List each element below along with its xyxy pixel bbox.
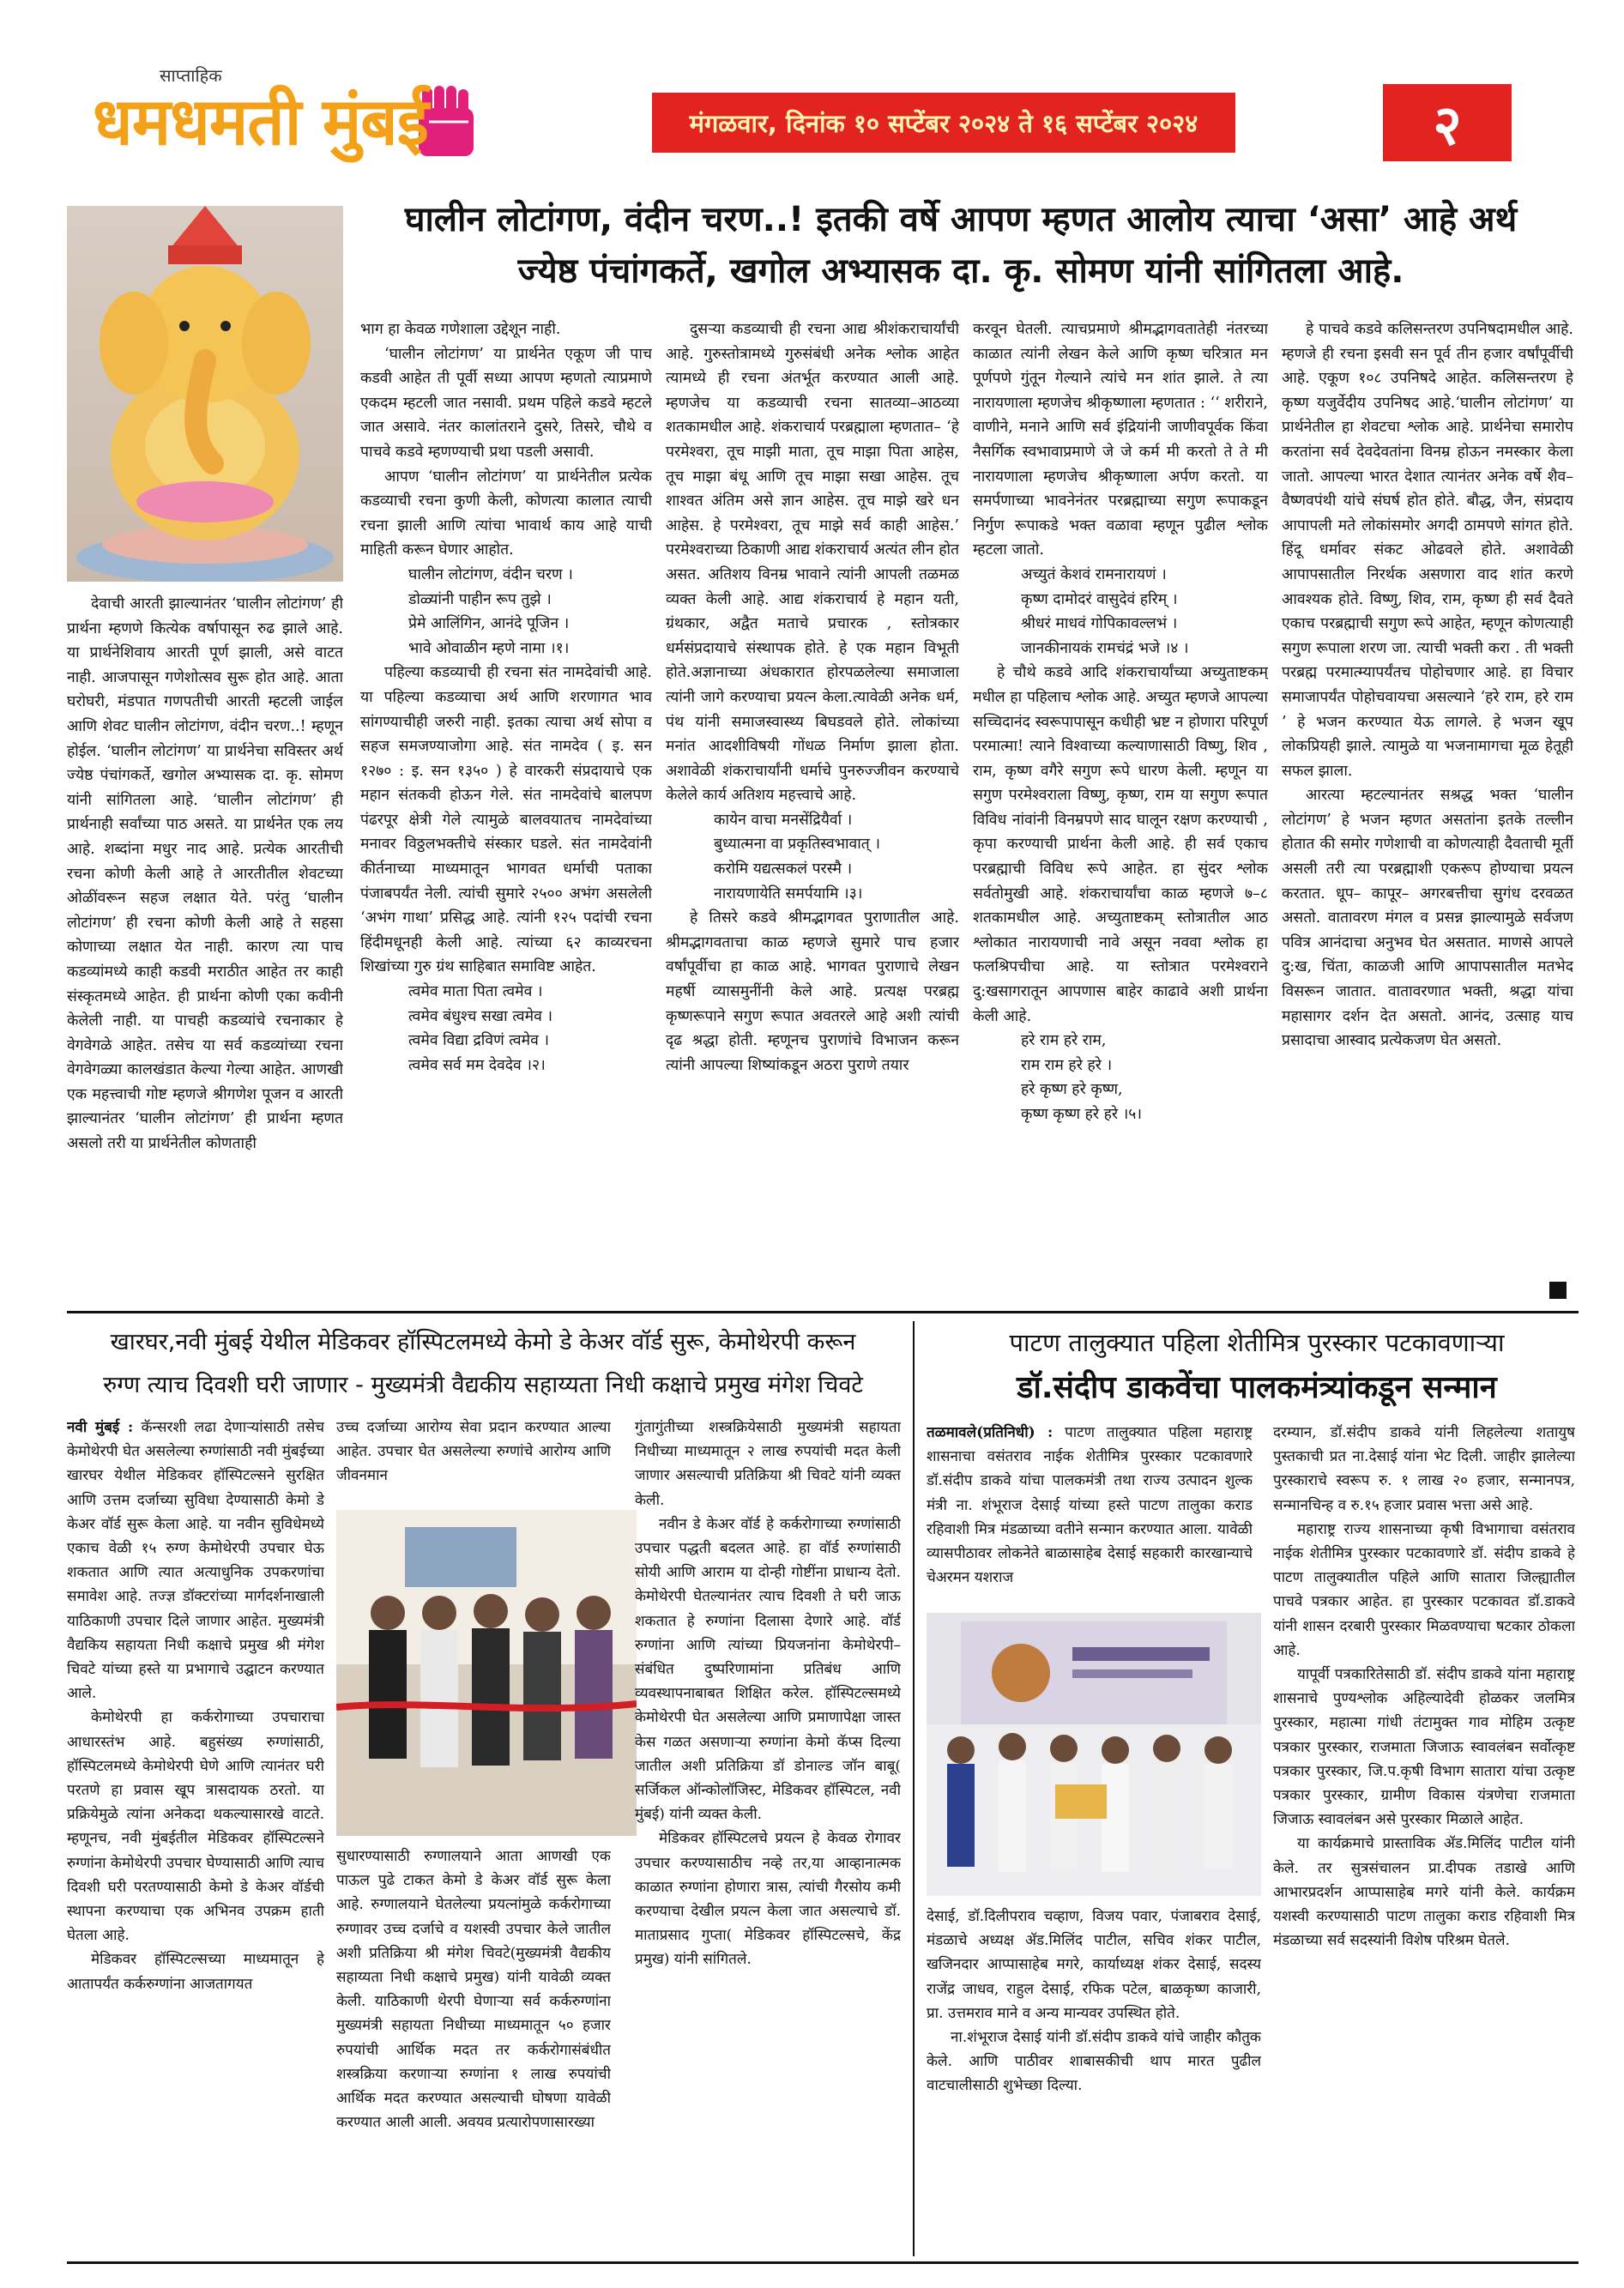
article2-col2-bottom <box>336 1844 611 2248</box>
article2-headline-line1: खारघर,नवी मुंबई येथील मेडिकवर हॉस्पिटलमध्ये केमो डे केअर वॉर्ड सुरू, केमोथेरपी करून <box>110 1329 856 1355</box>
article1-col2 <box>360 317 652 1295</box>
article3-headline-line2: डॉ.संदीप डाकवेंचा पालकमंत्र्यांकडून सन्मान <box>1017 1370 1497 1405</box>
article3-headline-line1: पाटण तालुक्यात पहिला शेतीमित्र पुरस्कार पटकावणाऱ्या <box>1009 1328 1505 1357</box>
a1-c4-v1-3: जानकीनायकं रामचंद्रं भजे ।४ । <box>1021 639 1189 657</box>
logo-text: धमधमती मुंबई <box>93 83 428 160</box>
a2-c2-top: उच्च दर्जाच्या आरोग्य सेवा प्रदान करण्यात आल्या आहेत. उपचार घेत असलेल्या रुग्णांचे आरोग्य आणि जीवनमान <box>336 1419 611 1485</box>
article3-dateline: तळमावले(प्रतिनिधी) : <box>927 1424 1053 1441</box>
a1-c2-v2-3: त्वमेव सर्व मम देवदेव ।२। <box>408 1056 546 1074</box>
a1-c2-p2: ‘घालीन लोटांगण’ या प्रार्थनेत एकूण जी पाच कडवी आहेत ती पूर्वी सध्या आपण म्हणतो त्याप्रमाणे एकदम म्हटली जात नसावी. प्रथम पहिले कडवे म्हटले जात असावे. नंतर कालांतराने दुसरे, तिसरे, चौथे व पाचवे कडवे म्हणण्याची प्रथा पडली असावी. <box>360 345 652 461</box>
a1-c4-v2-1: राम राम हरे हरे । <box>1021 1056 1113 1074</box>
article3-headline <box>927 1321 1587 1412</box>
a3-c2-mid: महाराष्ट्र राज्य शासनाच्या कृषी विभागाचा वसंतराव नाईक शेतीमित्र पुरस्कार पटकावणारे डॉ. संदीप डाकवे हे पाटण तालुक्यातील पहिले आणि सातारा जिल्ह्यातील पाचवे पत्रकार आहेत. हा पुरस्कार पटकावत डॉ.डाकवे यांनी शासन दरबारी पुरस्कार मिळवण्याचा षटकार ठोकला आहे. <box>1273 1520 1575 1659</box>
a1-c3-v-0: कायेन वाचा मनसेंद्रियैर्वा । <box>714 811 853 829</box>
page-number: २ <box>1433 94 1462 158</box>
article2-col1 <box>67 1416 324 2248</box>
a1-c4-p2: हे चौथे कडवे आदि शंकराचार्यांच्या अच्युताष्टकम् मधील हा पहिलाच श्लोक आहे. अच्युत म्हणजे आपल्या सच्चिदानंद स्वरूपापासून कधीही भ्रष्ट न होणारा परिपूर्ण परमात्मा! त्याने विश्वाच्या कल्याणासाठी विष्णु, शिव , राम, कृष्ण वगैरे सगुण रूपे धारण केली. म्हणून या सगुण परमेश्वराला विष्णु, कृष्ण, राम या सगुण रूपात विविध नांवांनी विनम्रपणे साद घालून रक्षण करण्याची , कृपा करण्याची प्रार्थना केली आहे. ही सर्व एकाच परब्रह्माची विविध रूपे आहेत. हा सुंदर श्लोक सर्वतोमुखी आहे. शंकराचार्यांचा काळ म्हणजे ७–८ शतकामधील आहे. अच्युताष्टकम् स्तोत्रातील आठ श्लोकात नारायणाची नावे असून नववा श्लोक हा फलश्रिपचीचा आहे. या स्तोत्रात परमेश्वराने दु:खसागरातून आपणास बाहेर काढावे अशी प्रार्थना केली आहे. <box>973 664 1268 1025</box>
a1-c2-v1-1: डोळ्यांनी पाहीन रूप तुझे । <box>408 590 552 608</box>
a1-c2-v2-1: त्वमेव बंधुश्च सखा त्वमेव । <box>408 1007 552 1025</box>
award-ceremony-photo <box>927 1613 1261 1896</box>
article1-col3 <box>666 317 959 1295</box>
bottom-rule <box>67 2261 1579 2264</box>
a1-c2-p4: पहिल्या कडव्याची ही रचना संत नामदेवांची आहे. या पहिल्या कडव्याचा अर्थ आणि शरणागत भाव सांगण्याचीही जरुरी नाही. इतका त्याचा अर्थ सोपा व सहज समजण्याजोगा आहे. संत नामदेव ( इ. सन १२७० : इ. सन १३५० ) हे वारकरी संप्रदायाचे एक महान संतकवी होऊन गेले. संत नामदेवांचे बालपण पंढरपूर क्षेत्री गेले त्यामुळे बालवयातच नामदेवांच्या मनावर विठ्ठलभक्तीचे संस्कार घडले. संत नामदेवांनी कीर्तनाच्या माध्यमातून भागवत धर्माची पताका पंजाबपर्यंत नेली. त्यांची सुमारे २५०० अभंग असलेली ‘अभंग गाथा’ प्रसिद्ध आहे. त्यांनी १२५ पदांची रचना हिंदीमधूनही केली आहे. त्यांच्या ६२ काव्यरचना शिखांच्या गुरु ग्रंथ साहिबात समाविष्ट आहेत. <box>360 664 652 976</box>
a3-c2-mid2: यापूर्वी पत्रकारितेसाठी डॉ. संदीप डाकवे यांना महाराष्ट्र शासनाचे पुण्यश्लोक अहिल्यादेवी होळकर जलमित्र पुरस्कार, महात्मा गांधी तंटामुक्त गाव मोहिम उत्कृष्ट पत्रकार पुरस्कार, राजमाता जिजाऊ स्वावलंबन सर्वोत्कृष्ट पत्रकार पुरस्कार, जि.प.कृषी विभाग सातारा यांचा उत्कृष्ट पत्रकार पुरस्कार, ग्रामीण विकास यंत्रणेचा राजमाता जिजाऊ स्वावलंबन असे पुरस्कार मिळाले आहेत. <box>1273 1666 1575 1829</box>
masthead-logo <box>93 82 642 161</box>
a3-c2-p3: या कार्यक्रमाचे प्रास्ताविक ॲड.मिलिंद पाटील यांनी केले. तर सुत्रसंचालन प्रा.दीपक तडाखे आणि आभारप्रदर्शन आप्पासाहेब मगरे यांनी केले. कार्यक्रम यशस्वी करण्यासाठी पाटण तालुका कराड रहिवाशी मित्र मंडळाच्या सर्व सदस्यांनी विशेष परिश्रम घेतले. <box>1273 1835 1575 1950</box>
a1-c5-p1: हे पाचवे कडवे कलिसन्तरण उपनिषदामधील आहे. म्हणजे ही रचना इसवी सन पूर्व तीन हजार वर्षांपूर्वीची आहे. एकूण १०८ उपनिषदे आहेत. कलिसन्तरण हे कृष्ण यजुर्वेदीय उपनिषद आहे.‘घालीन लोटांगण’ या प्रार्थनेतील हा शेवटचा श्लोक आहे. प्रार्थनेचा समारोप करतांना सर्व देवदेवतांना विनम्र होऊन नमस्कार केला जातो. आपल्या भारत देशात त्यानंतर अनेक वर्षे शैव–वैष्णवपंथी यांचे संघर्ष होत होते. बौद्ध, जैन, संप्रदाय आपापली मते लोकांसमोर अगदी ठामपणे सांगत होते. हिंदू धर्मावर संकट ओढवले होते. अशावेळी आपापसातील निरर्थक असणारा वाद शांत करणे आवश्यक होते. विष्णु, शिव, राम, कृष्ण ही सर्व दैवते एकाच परब्रह्माची सगुण रूपे आहेत, म्हणून कोणत्याही सगुण रूपाला शरण जा. त्याची भक्ती करा . ती भक्ती परब्रह्म परमात्म्यापर्यंतच पोहोचणार आहे. हा विचार समाजापर्यंत पोहोचवायचा असल्याने ‘हरे राम, हरे राम ’ हे भजन करण्यात येऊ लागले. हे भजन खूप लोकप्रियही झाले. त्यामुळे या भजनामागचा मूळ हेतूही सफल झाला. <box>1282 321 1573 780</box>
a1-c2-v2-0: त्वमेव माता पिता त्वमेव । <box>408 983 543 1001</box>
a2-c3-p2: नवीन डे केअर वॉर्ड हे कर्करोगाच्या रुग्णांसाठी उपचार पद्धती बदलत आहे. हा वॉर्ड रुग्णांसाठी सोयी आणि आराम या दोन्ही गोष्टींना प्राधान्य देतो. केमोथेरपी घेतल्यानंतर त्याच दिवशी ते घरी जाऊ शकतात हे रुग्णांना दिलासा देणारे आहे. वॉर्ड रुग्णांना आणि त्यांच्या प्रियजनांना केमोथेरपी–संबंधित दुष्परिणामांना प्रतिबंध आणि व्यवस्थापनाबाबत शिक्षित करेल. हॉस्पिटल्समध्ये केमोथेरपी घेत असलेल्या आणि प्रमाणापेक्षा जास्त केस गळत असणाऱ्या रुग्णांना केमो कॅप्स दिल्या जातील अशी प्रतिक्रिया डॉ डोनाल्ड जॉन बाबू( सर्जिकल ऑन्कोलॉजिस्ट, मेडिकवर हॉस्पिटल, नवी मुंबई) यांनी व्यक्त केली. <box>635 1515 901 1824</box>
article2-col3 <box>635 1416 901 2248</box>
article2-headline-line2: रुग्ण त्याच दिवशी घरी जाणार - मुख्यमंत्री वैद्यकीय सहाय्यता निधी कक्षाचे प्रमुख मंगेश चिवटे <box>103 1372 863 1398</box>
article1-headline-line2: ज्येष्ठ पंचांगकर्ते, खगोल अभ्यासक दा. कृ. सोमण यांनी सांगितला आहे. <box>517 251 1404 291</box>
article1-col1 <box>67 592 343 1295</box>
ribbon-cutting-photo <box>336 1510 637 1836</box>
a1-c4-v2-3: कृष्ण कृष्ण हरे हरे ।५। <box>1021 1106 1142 1123</box>
a1-c3-p2: हे तिसरे कडवे श्रीमद्भागवत पुराणातील आहे. श्रीमद्भागवताचा काळ म्हणजे सुमारे पाच हजार वर्षांपूर्वीचा हा काळ आहे. भागवत पुराणाचे लेखन महर्षी व्यासमुनींनी केले आहे. प्रत्यक्ष परब्रह्म कृष्णरूपाने सगुण रूपात अवतरले आहे अशी त्यांची दृढ श्रद्धा होती. म्हणूनच पुराणांचे विभाजन करून त्यांनी आपल्या शिष्यांकडून अठरा पुराणे तयार <box>666 909 959 1074</box>
a1-c3-v-2: करोमि यद्यत्सकलं परस्मै । <box>714 860 853 878</box>
article1-col1-text: देवाची आरती झाल्यानंतर ‘घालीन लोटांगण’ ही प्रार्थना म्हणणे कित्येक वर्षापासून रुढ झाले आहे. या प्रार्थनेशिवाय आरती पूर्ण झाली, असे वाटत नाही. आजपासून गणेशोत्सव सुरू होत आहे. आता घरोघरी, मंडपात गणपतीची आरती म्हटली जाईल आणि शेवट घालीन लोटांगण, वंदीन चरण..! म्हणून होईल. ‘घालीन लोटांगण’ या प्रार्थनेचा सविस्तर अर्थ ज्येष्ठ पंचांगकर्ते, खगोल अभ्यासक दा. कृ. सोमण यांनी सांगितला आहे. ‘घालीन लोटांगण’ ही प्रार्थनाही सर्वांच्या पाठ असते. या प्रार्थनेत एक लय आहे. शब्दांना मधुर नाद आहे. प्रत्येक आरतीची रचना कोणी केली आहे ते आरतीतील शेवटच्या ओळींवरून सहज लक्षात येते. परंतु ‘घालीन लोटांगण’ ही रचना कोणी केली आहे ते सहसा कोणाच्या लक्षात येत नाही. कारण त्या पाच कडव्यांमध्ये काही कडवी मराठीत आहेत तर काही संस्कृतमध्ये आहेत. ही प्रार्थना कोणी एका कवीनी केलेली नाही. या पाचही कडव्यांचे रचनाकार हे वेगवेगळे आहेत. तसेच या सर्व कडव्यांच्या रचना वेगवेगळ्या कालखंडात केल्या गेल्या आहेत. आणखी एक महत्त्वाची गोष्ट म्हणजे श्रीगणेश पूजन व आरती झाल्यानंतर ‘घालीन लोटांगण’ ही प्रार्थना म्हणत असलो तरी या प्रार्थनेतील कोणताही <box>67 595 343 1153</box>
a1-c2-v1-2: प्रेमे आलिंगिन, आनंदे पूजिन । <box>408 615 570 633</box>
a3-c1-p2: ना.शंभूराज देसाई यांनी डॉ.संदीप डाकवे यांचे जाहीर कौतुक केले. आणि पाठीवर शाबासकीची थाप मारत पुढील वाटचालीसाठी शुभेच्छा दिल्या. <box>927 2029 1261 2095</box>
article3-col2 <box>1273 1421 1575 2248</box>
a1-c4-v1-1: कृष्ण दामोदरं वासुदेवं हरिम् । <box>1021 590 1178 608</box>
a1-c2-p1: भाग हा केवळ गणेशाला उद्देशून नाही. <box>360 321 561 338</box>
section-divider <box>67 1311 1579 1313</box>
article2-dateline: नवी मुंबई : <box>67 1419 134 1436</box>
weekly-tag: साप्ताहिक <box>160 65 222 86</box>
article1-headline-line1: घालीन लोटांगण, वंदीन चरण..! इतकी वर्षे आपण म्हणत आलोय त्याचा ‘असा’ आहे अर्थ <box>404 200 1518 239</box>
a2-c1-p3: मेडिकवर हॉस्पिटल्सच्या माध्यमातून हे आतापर्यंत कर्करुग्णांना आजतागयत <box>67 1951 324 1993</box>
a1-c3-v-3: नारायणायेति समर्पयामि ।३। <box>714 884 863 903</box>
a1-c2-p3: आपण ‘घालीन लोटांगण’ या प्रार्थनेतील प्रत्येक कडव्याची रचना कुणी केली, कोणत्या कालात त्याची रचना झाली आणि त्यांचा भावार्थ काय आहे याची माहिती करून घेणार आहोत. <box>360 468 652 559</box>
a1-c5-p2: आरत्या म्हटल्यानंतर सश्रद्ध भक्त ‘घालीन लोटांगण’ हे भजन म्हणत असतांना इतके तल्लीन होतात की समोर गणेशाची वा कोणत्याही दैवताची मूर्ती असली तरी त्या परब्रह्माशी एकरूप होण्याचा प्रयत्न करतात. धूप– कापूर– अगरबत्तीचा सुगंध दरवळत असतो. वातावरण मंगल व प्रसन्न झाल्यामुळे सर्वजण पवित्र आनंदाचा अनुभव घेत असतात. माणसे आपले दु:ख, चिंता, काळजी आणि आपापसातील मतभेद विसरून जातात. वातावरणात भक्ती, श्रद्धा यांचा महासागर दर्शन देत असतो. आनंद, उत्साह याच प्रसादाचा आस्वाद प्रत्येकजण घेत असतो. <box>1282 787 1573 1050</box>
a2-c3-p3: मेडिकवर हॉस्पिटलचे प्रयत्न हे केवळ रोगावर उपचार करण्यासाठीच नव्हे तर,या आव्हानात्मक काळात रुग्णांना होणारा त्रास, त्यांची गैरसोय कमी करण्याचा देखील प्रयत्न केला जात असल्याचे डॉ. माताप्रसाद गुप्ता( मेडिकवर हॉस्पिटल्सचे, केंद्र प्रमुख) यांनी सांगितले. <box>635 1830 901 1969</box>
a3-c1-bottom: देसाई, डॉ.दिलीपराव चव्हाण, विजय पवार, पंजाबराव देसाई, मंडळाचे अध्यक्ष ॲड.मिलिंद पाटील, सचिव शंकर पाटील, खजिनदार आप्पासाहेब मगरे, कार्याध्यक्ष शंकर देसाई, सदस्य राजेंद्र जाधव, राहुल देसाई, रफिक पटेल, बाळकृष्ण काजारी, प्रा. उत्तमराव माने व अन्य मान्यवर उपस्थित होते. <box>927 1908 1261 2022</box>
column-divider <box>913 1321 915 2256</box>
article1-col5 <box>1282 317 1573 1295</box>
a3-c1-top: पाटण तालुक्यात पहिला महाराष्ट्र शासनाचा वसंतराव नाईक शेतीमित्र पुरस्कार पटकावणारे डॉ.संदीप डाकवे यांचा पालकमंत्री तथा राज्य उत्पादन शुल्क मंत्री ना. शंभूराज देसाई यांच्या हस्ते पाटण तालुका कराड रहिवाशी मित्र मंडळाच्या वतीने सन्मान करण्यात आला. यावेळी व्यासपीठावर लोकनेते बाळासाहेब देसाई सहकारी कारखान्याचे चेअरमन यशराज <box>927 1424 1253 1587</box>
a1-c2-v1-3: भावे ओवाळीन म्हणे नामा ।१। <box>408 639 570 657</box>
article3-col1-top <box>927 1421 1253 1620</box>
a2-c2-bottom: सुधारण्यासाठी रुग्णालयाने आता आणखी एक पाऊल पुढे टाकत केमो डे केअर वॉर्ड सुरू केला आहे. रुग्णालयाने घेतलेल्या प्रयत्नांमुळे कर्करोगाच्या रुग्णावर उच्च दर्जाचे व यशस्वी उपचार केले जातील अशी प्रतिक्रिया श्री मंगेश चिवटे(मुख्यमंत्री वैद्यकीय सहाय्यता निधी कक्षाचे प्रमुख) यांनी यावेळी व्यक्त केली. याठिकाणी थेरपी घेणाऱ्या सर्व कर्करुग्णांना मुख्यमंत्री सहायता निधीच्या माध्यमातून ५० हजार रुपयांची आर्थिक मदत तर कर्करोगासंबंधीत शस्त्रक्रिया करणाऱ्या रुग्णांना १ लाख रुपयांची आर्थिक मदत करण्यात असल्याची घोषणा यावेळी करण्यात आली आली. अवयव प्रत्यारोपणासारख्या <box>336 1848 611 2132</box>
article3-col1-bottom <box>927 1905 1261 2248</box>
article2-headline <box>67 1321 899 1407</box>
masthead <box>0 0 1624 172</box>
article1-headline <box>343 194 1579 297</box>
article-end-marker <box>1549 1282 1567 1299</box>
a2-c3-p1: गुंतागुंतीच्या शस्त्रक्रियेसाठी मुख्यमंत्री सहायता निधीच्या माध्यमातून २ लाख रुपयांची मदत केली जाणार असल्याची प्रतिक्रिया श्री चिवटे यांनी व्यक्त केली. <box>635 1419 901 1509</box>
article2-col2-top <box>336 1416 611 1493</box>
a3-c2-top: दरम्यान, डॉ.संदीप डाकवे यांनी लिहलेल्या शतायुष पुस्तकाची प्रत ना.देसाई यांना भेट दिली. जाहीर झालेल्या पुरस्काराचे स्वरूप रु. १ लाख २० हजार, सन्मानपत्र, सन्मानचिन्ह व रु.१५ हजार प्रवास भत्ता असे आहे. <box>1273 1424 1575 1514</box>
a1-c4-v1-0: अच्युतं केशवं रामनारायणं । <box>1021 565 1167 583</box>
a1-c4-v2-0: हरे राम हरे राम, <box>1021 1032 1107 1050</box>
page-number-box <box>1383 84 1512 161</box>
a2-c1-text: कॅन्सरशी लढा देणाऱ्यांसाठी तसेच केमोथेरपी घेत असलेल्या रुग्णांसाठी नवी मुंबईच्या खारघर येथील मेडिकवर हॉस्पिटल्सने सुरक्षित आणि उत्तम दर्जाच्या सुविधा देण्यासाठी केमो डे केअर वॉर्ड सुरू केला आहे. या नवीन सुविधेमध्ये एकाच वेळी १५ रुग्ण केमोथेरपी उपचार घेऊ शकतात आणि त्यात अत्याधुनिक उपकरणांचा समावेश आहे. तज्ज्ञ डॉक्टरांच्या मार्गदर्शनाखाली याठिकाणी उपचार दिले जाणार आहेत. मुख्यमंत्री वैद्यकिय सहायता निधी कक्षाचे प्रमुख श्री मंगेश चिवटे यांच्या हस्ते या प्रभागाचे उद्घाटन करण्यात आले. <box>67 1419 324 1703</box>
a2-c1-p2: केमोथेरपी हा कर्करोगाच्या उपचाराचा आधारस्तंभ आहे. बहुसंख्य रुग्णांसाठी, हॉस्पिटलमध्ये केमोथेरपी घेणे आणि त्यानंतर घरी परतणे हा प्रवास खूप त्रासदायक ठरतो. या प्रक्रियेमुळे त्यांना अनेकदा थकल्यासारखे वाटते. म्हणूनच, नवी मुंबईतील मेडिकवर हॉस्पिटल्सने रुग्णांना केमोथेरपी उपचार घेण्यासाठी आणि त्याच दिवशी घरी परतण्यासाठी केमो डे केअर वॉर्डची स्थापना करण्याचा एक अभिनव उपक्रम हाती घेतला आहे. <box>67 1709 324 1945</box>
date-line: मंगळवार, दिनांक १० सप्टेंबर २०२४ ते १६ सप्टेंबर २०२४ <box>689 108 1198 138</box>
a1-c4-v1-2: श्रीधरं माधवं गोपिकावल्लभं । <box>1021 615 1178 633</box>
a1-c4-v2-2: हरे कृष्ण हरे कृष्ण, <box>1021 1081 1123 1099</box>
a1-c4-p1: करवून घेतली. त्याचप्रमाणे श्रीमद्भागवतातेही नंतरच्या काळात त्यांनी लेखन केले आणि कृष्ण चरित्रात मन पूर्णपणे गुंतून गेल्याने त्यांचे मन शांत झाले. ते त्या नारायणाला म्हणजेच श्रीकृष्णाला म्हणतात : ‘‘ शरीराने, वाणीने, मनाने आणि सर्व इंद्रियांनी जाणीवपूर्वक किंवा नैसर्गिक स्वभावाप्रमाणे जे जे कर्म मी करतो ते ते मी नारायणाला म्हणजेच श्रीकृष्णाला अर्पण करतो. या समर्पणाच्या भावनेनंतर परब्रह्माच्या सगुण रूपाकडून निर्गुण रूपाकडे भक्त वळावा म्हणून पुढील श्लोक म्हटला जातो. <box>973 321 1268 559</box>
a1-c3-v-1: बुध्यात्मना वा प्रकृतिस्वभावात् । <box>714 836 880 854</box>
a1-c2-v1-0: घालीन लोटांगण, वंदीन चरण । <box>408 565 573 583</box>
date-banner <box>652 93 1235 153</box>
a1-c2-v2-2: त्वमेव विद्या द्रविणं त्वमेव । <box>408 1032 550 1050</box>
a1-c3-p1: दुसऱ्या कडव्याची ही रचना आद्य श्रीशंकराचार्यांची आहे. गुरुस्तोत्रामध्ये गुरुसंबंधी अनेक श्लोक आहेत त्यामध्ये ही रचना अंतर्भूत करण्यात आली आहे. म्हणजेच या कडव्याची रचना सातव्या–आठव्या शतकामधील आहे. शंकराचार्य परब्रह्माला म्हणतात– ‘हे परमेश्वरा, तूच माझी माता, तूच माझा पिता आहेस, तूच माझा बंधू आणि तूच माझा सखा आहेस. तूच शाश्वत अंतिम असे ज्ञान आहेस. तूच माझे खरे धन आहेस. हे परमेश्वरा, तूच माझे सर्व काही आहेस.’ परमेश्वराच्या ठिकाणी आद्य शंकराचार्य अत्यंत लीन होत असत. अतिशय विनम्र भावाने त्यांनी आपली तळमळ व्यक्त केली आहे. आद्य शंकराचार्य हे महान यती, ग्रंथकार, अद्वैत मताचे प्रचारक , स्तोत्रकार धर्मसंप्रदायाचे संस्थापक होते. हे एक महान विभूती होते.अज्ञानाच्या अंधकारात होरपळलेल्या समाजाला त्यांनी जागे करण्याचा प्रयत्न केला.त्यावेळी अनेक धर्म, पंथ यांनी समाजस्वास्थ्य बिघडवले होते. लोकांच्या मनांत आदशीविषयी गोंधळ निर्माण झाला होता. अशावेळी शंकराचार्यांनी धर्माचे पुनरुज्जीवन करण्याचे केलेले कार्य अतिशय महत्त्वाचे आहे. <box>666 321 959 805</box>
ganesha-idol-photo <box>67 206 343 582</box>
article1-col4 <box>973 317 1268 1295</box>
